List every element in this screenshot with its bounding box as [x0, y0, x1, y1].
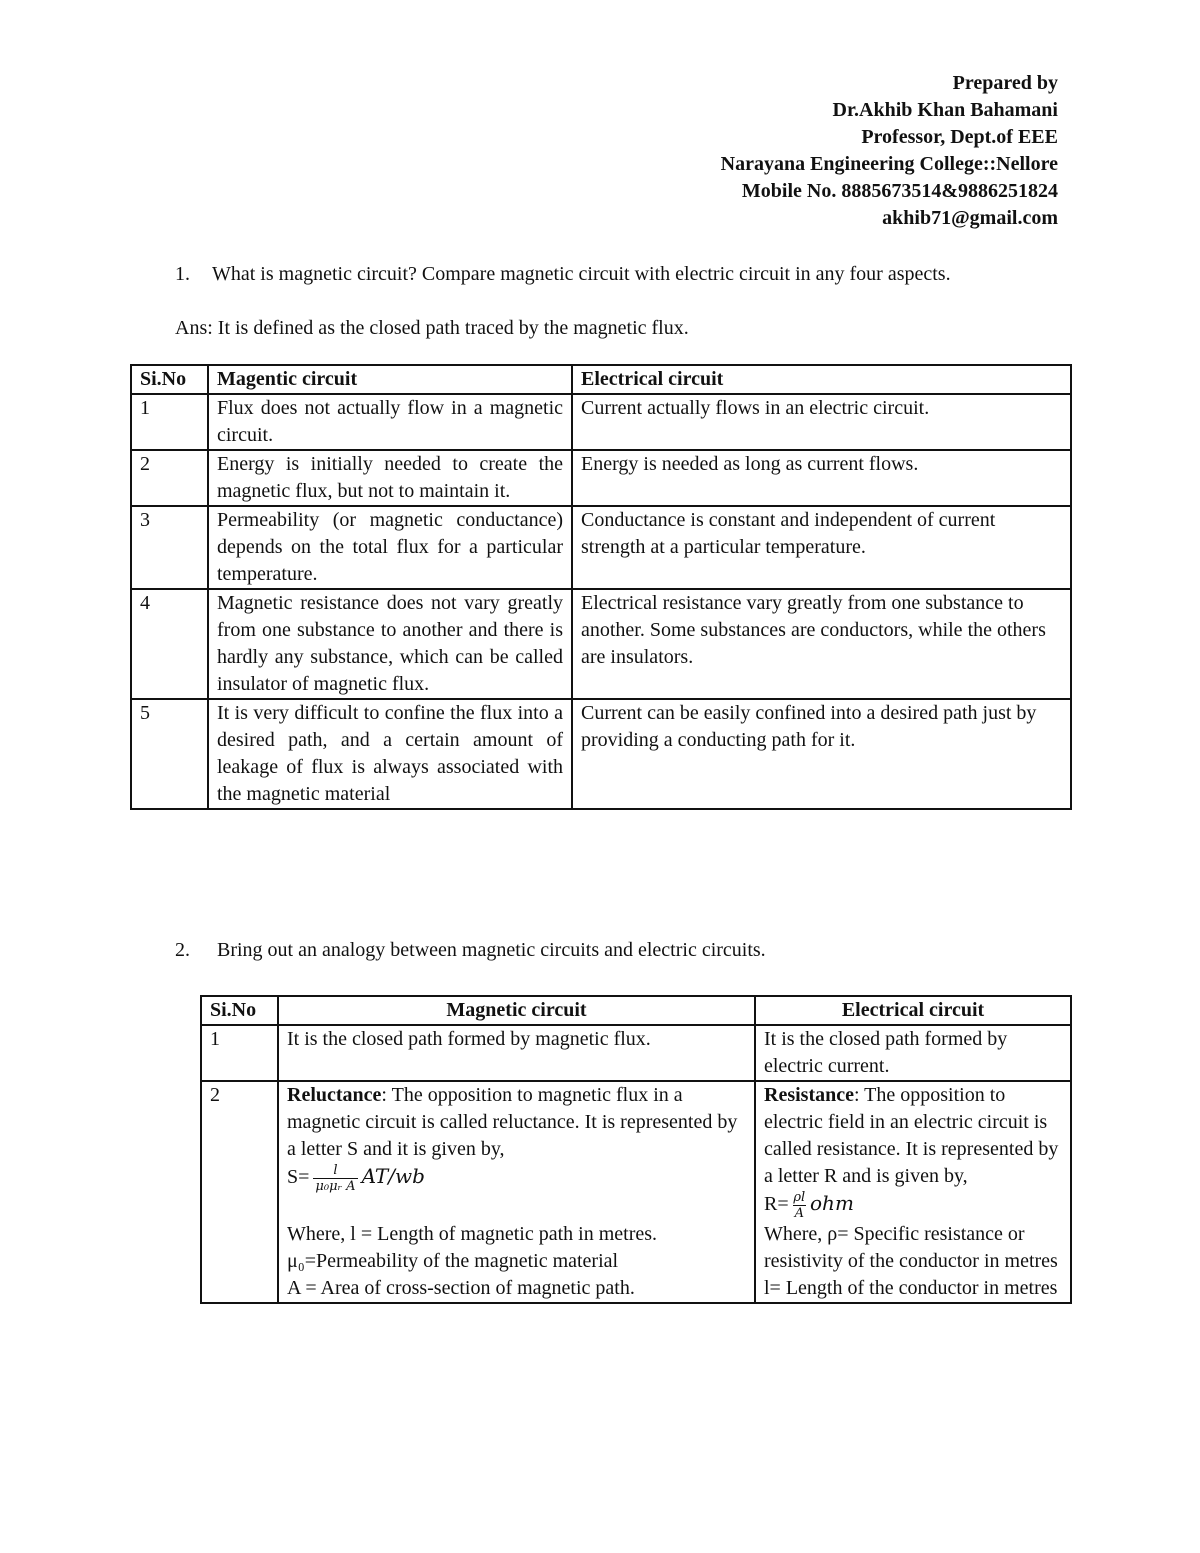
electric-cell: Conductance is constant and independent of current strength at a particular temperature. — [572, 506, 1071, 589]
question-1-answer: Ans: It is defined as the closed path traced by the magnetic flux. — [175, 317, 689, 339]
electric-cell: Current can be easily confined into a desired path just by providing a conducting path for it. — [572, 699, 1071, 809]
formula-denominator: A — [794, 1206, 805, 1221]
formula-numerator: ρl — [793, 1190, 806, 1205]
row-number: 5 — [131, 699, 208, 809]
resistance-definition — [764, 1082, 1062, 1190]
analogy-table — [200, 995, 1072, 1304]
electric-cell: Electrical resistance vary greatly from one substance to another. Some substances are conductors, while the others are insulators. — [572, 589, 1071, 699]
row-number: 1 — [131, 394, 208, 450]
reluctance-term: Reluctance — [287, 1084, 382, 1106]
prepared-by: Prepared by — [952, 72, 1058, 94]
author-position: Professor, Dept.of EEE — [861, 126, 1058, 148]
resistance-term: Resistance — [764, 1084, 854, 1106]
formula-lhs: R= — [764, 1193, 789, 1216]
reluctance-where-area: A = Area of cross-section of magnetic path. — [287, 1277, 635, 1299]
magnetic-cell: It is very difficult to confine the flux into a desired path, and a certain amount of leakage of flux is always associated with the magnetic material — [208, 699, 572, 809]
row-number: 4 — [131, 589, 208, 699]
resistance-where-resistivity: Where, ρ= Specific resistance or resistivity of the conductor in metres — [764, 1223, 1058, 1272]
row-number: 3 — [131, 506, 208, 589]
question-1 — [175, 261, 1035, 288]
reluctance-where-length: Where, l = Length of magnetic path in metres. — [287, 1223, 658, 1245]
resistance-formula — [764, 1190, 1062, 1221]
formula-fraction — [793, 1190, 806, 1221]
question-1-number: 1. — [175, 263, 190, 285]
table-row — [131, 394, 1071, 450]
table-row — [201, 1025, 1071, 1081]
header-electric: Electrical circuit — [572, 365, 1071, 394]
header-magnetic: Magnetic circuit — [278, 996, 755, 1025]
author-name: Dr.Akhib Khan Bahamani — [832, 99, 1058, 121]
reluctance-definition — [287, 1082, 746, 1163]
row-number: 2 — [131, 450, 208, 506]
magnetic-cell — [278, 1081, 755, 1303]
electric-cell: Energy is needed as long as current flows. — [572, 450, 1071, 506]
row-number: 1 — [201, 1025, 278, 1081]
author-college: Narayana Engineering College::Nellore — [720, 153, 1058, 175]
question-2-text: Bring out an analogy between magnetic circuits and electric circuits. — [217, 939, 766, 961]
reluctance-text: : The opposition to magnetic flux in a magnetic circuit is called reluctance. It is represented by a letter S and it is given by, — [287, 1084, 738, 1160]
question-2 — [175, 937, 766, 964]
question-2-number: 2. — [175, 939, 190, 961]
magnetic-cell: Energy is initially needed to create the magnetic flux, but not to maintain it. — [208, 450, 572, 506]
table-row — [131, 506, 1071, 589]
reluctance-where-permeability: μ₀=Permeability of the magnetic material — [287, 1250, 619, 1272]
magnetic-cell: Magnetic resistance does not vary greatly from one substance to another and there is hardly any substance, which can be called insulator of magnetic flux. — [208, 589, 572, 699]
header-magnetic: Magentic circuit — [208, 365, 572, 394]
formula-denominator: μ₀μᵣ A — [315, 1179, 356, 1194]
magnetic-cell: It is the closed path formed by magnetic flux. — [278, 1025, 755, 1081]
header-sino: Si.No — [201, 996, 278, 1025]
table-header-row — [131, 365, 1071, 394]
formula-numerator: l — [333, 1163, 338, 1178]
question-1-text: What is magnetic circuit? Compare magnetic circuit with electric circuit in any four aspects. — [212, 263, 951, 285]
header-electric: Electrical circuit — [755, 996, 1071, 1025]
author-mobile: Mobile No. 8885673514&9886251824 — [741, 180, 1058, 202]
formula-lhs: S= — [287, 1166, 310, 1189]
author-email: akhib71@gmail.com — [882, 207, 1058, 229]
table-row — [201, 1081, 1071, 1303]
resistance-where-length: l= Length of the conductor in metres — [764, 1277, 1058, 1299]
magnetic-cell: Permeability (or magnetic conductance) depends on the total flux for a particular temperature. — [208, 506, 572, 589]
electric-cell — [755, 1081, 1071, 1303]
table-row — [131, 450, 1071, 506]
table-row — [131, 589, 1071, 699]
table-row — [131, 699, 1071, 809]
resistance-text: : The opposition to electric field in an electric circuit is called resistance. It is represented by a letter R and is given by, — [764, 1084, 1059, 1187]
electric-cell: It is the closed path formed by electric current. — [755, 1025, 1071, 1081]
table-header-row — [201, 996, 1071, 1025]
formula-unit: ohm — [810, 1191, 854, 1216]
author-block — [721, 70, 1058, 232]
formula-unit: AT/wb — [361, 1164, 425, 1189]
row-number: 2 — [201, 1081, 278, 1303]
header-sino: Si.No — [131, 365, 208, 394]
comparison-table — [130, 364, 1072, 810]
electric-cell: Current actually flows in an electric circuit. — [572, 394, 1071, 450]
formula-fraction — [313, 1163, 357, 1194]
magnetic-cell: Flux does not actually flow in a magnetic circuit. — [208, 394, 572, 450]
reluctance-formula — [287, 1163, 746, 1194]
